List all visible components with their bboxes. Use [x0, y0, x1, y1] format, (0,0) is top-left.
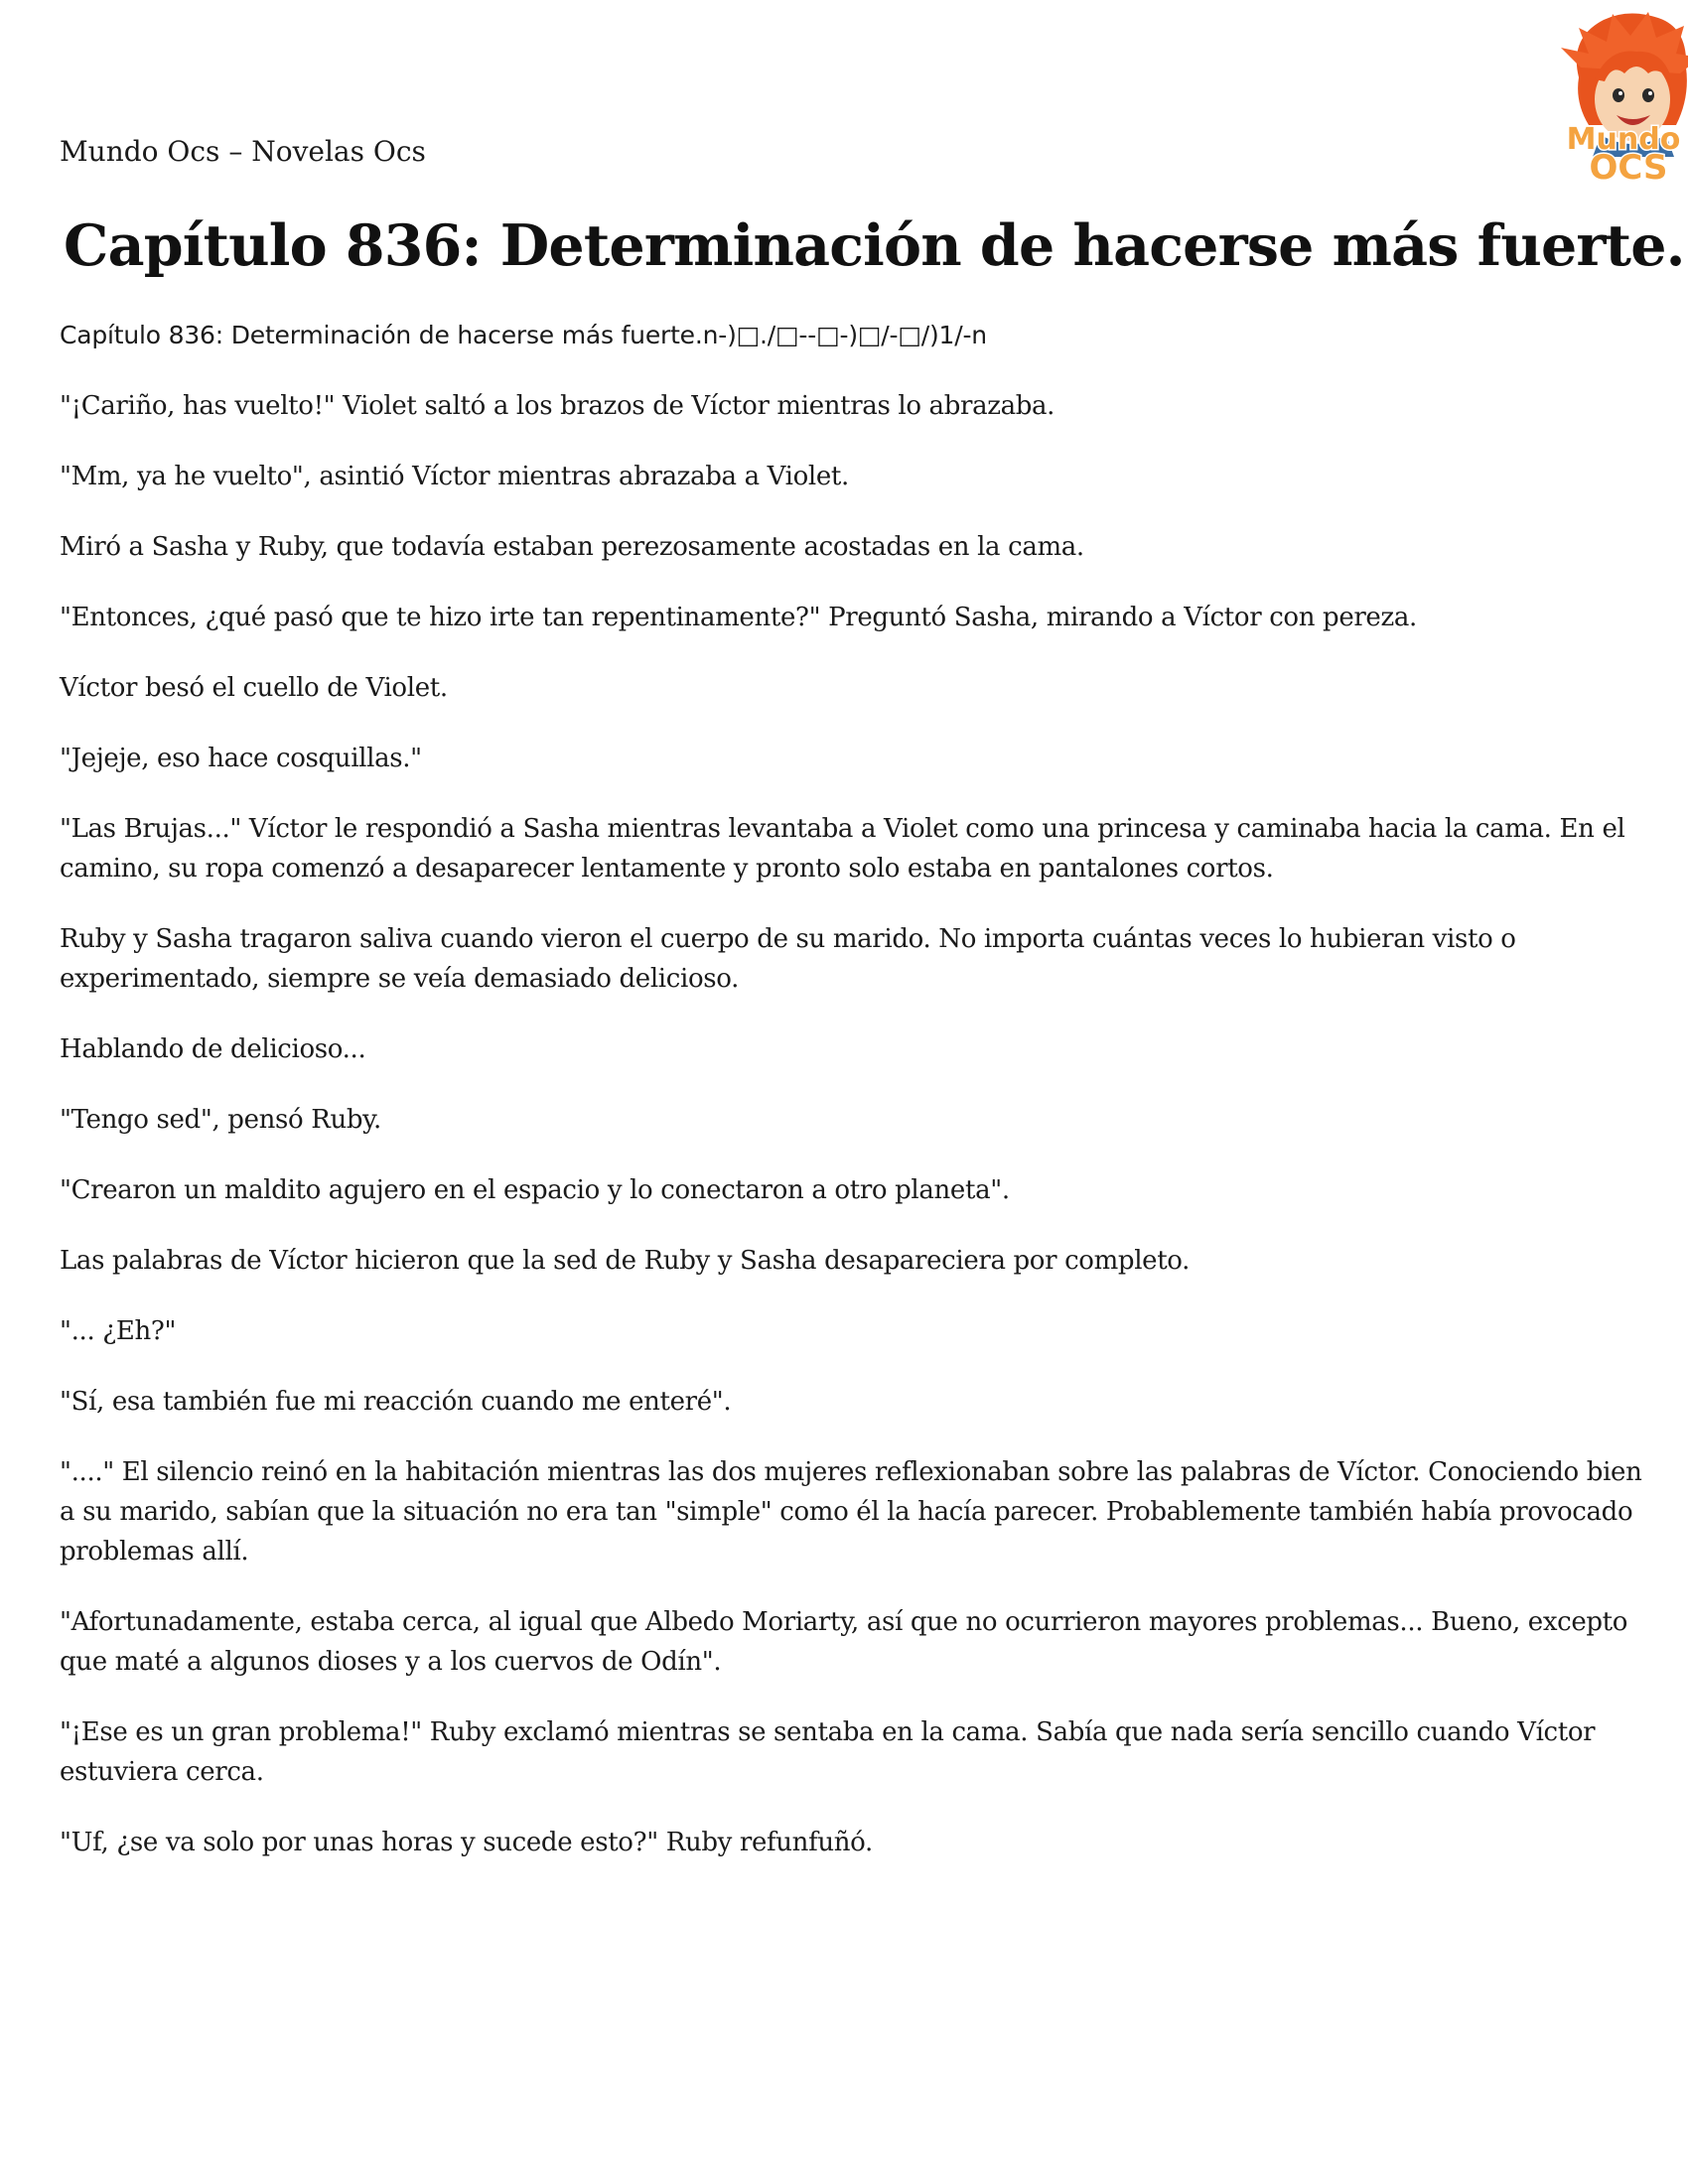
paragraph: "Tengo sed", pensó Ruby. — [60, 1105, 381, 1135]
document-page — [60, 0, 1685, 2184]
chapter-subtitle: Capítulo 836: Determinación de hacerse más fuerte.n-)□./□--□-)□/-□/)1/-n — [60, 321, 987, 349]
paragraph: Hablando de delicioso... — [60, 1034, 366, 1064]
paragraph: "Entonces, ¿qué pasó que te hizo irte tan repentinamente?" Preguntó Sasha, mirando a Víctor con pereza. — [60, 603, 1417, 632]
paragraph: "Las Brujas..." Víctor le respondió a Sasha mientras levantaba a Violet como una princesa y caminaba hacia la cama. En el camino, su ropa comenzó a desaparecer lentamente y pronto solo estaba en pantalones cortos. — [60, 814, 1625, 884]
paragraph: Las palabras de Víctor hicieron que la sed de Ruby y Sasha desapareciera por completo. — [60, 1246, 1191, 1276]
paragraph: "Sí, esa también fue mi reacción cuando me enteré". — [60, 1387, 732, 1417]
paragraph: "¡Ese es un gran problema!" Ruby exclamó mientras se sentaba en la cama. Sabía que nada sería sencillo cuando Víctor estuviera cerca. — [60, 1717, 1596, 1787]
paragraph: "... ¿Eh?" — [60, 1316, 177, 1346]
paragraph: "Mm, ya he vuelto", asintió Víctor mientras abrazaba a Violet. — [60, 462, 849, 491]
chapter-body — [60, 316, 1648, 1893]
chapter-title: Capítulo 836: Determinación de hacerse más fuerte. — [64, 212, 1685, 279]
paragraph: "Uf, ¿se va solo por unas horas y sucede esto?" Ruby refunfuñó. — [60, 1828, 873, 1857]
paragraph: Miró a Sasha y Ruby, que todavía estaban perezosamente acostadas en la cama. — [60, 532, 1084, 562]
site-header: Mundo Ocs – Novelas Ocs — [60, 135, 426, 168]
svg-text:Mundo: Mundo — [1566, 122, 1681, 157]
paragraph: "Afortunadamente, estaba cerca, al igual que Albedo Moriarty, así que no ocurrieron mayores problemas... Bueno, excepto que maté a algunos dioses y a los cuervos de Odín". — [60, 1607, 1628, 1677]
paragraph: Ruby y Sasha tragaron saliva cuando vieron el cuerpo de su marido. No importa cuántas veces lo hubieran visto o experimentado, siempre se veía demasiado delicioso. — [60, 924, 1516, 994]
mundo-ocs-logo-icon — [1509, 8, 1688, 185]
mundo-ocs-logo — [1509, 8, 1688, 185]
paragraph: "¡Cariño, has vuelto!" Violet saltó a los brazos de Víctor mientras lo abrazaba. — [60, 391, 1055, 421]
paragraph: Víctor besó el cuello de Violet. — [60, 673, 448, 703]
paragraph: "...." El silencio reinó en la habitación mientras las dos mujeres reflexionaban sobre las palabras de Víctor. Conociendo bien a su marido, sabían que la situación no era tan "simple" como él la hacía parecer. Probablemente también había provocado problemas allí. — [60, 1457, 1642, 1567]
paragraph: "Crearon un maldito agujero en el espacio y lo conectaron a otro planeta". — [60, 1175, 1010, 1205]
svg-text:OCS: OCS — [1589, 148, 1668, 185]
paragraph: "Jejeje, eso hace cosquillas." — [60, 744, 422, 773]
